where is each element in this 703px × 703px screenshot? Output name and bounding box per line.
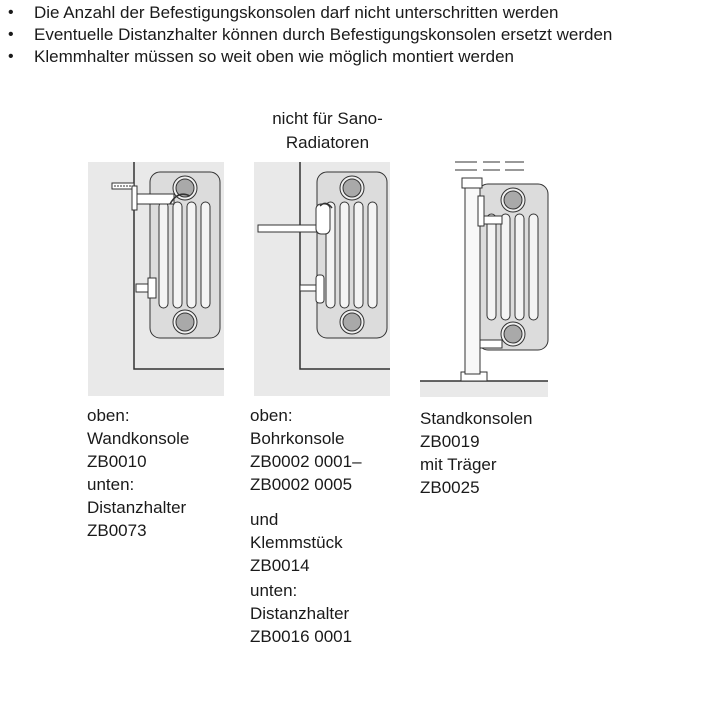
caption-bottom-name: Distanzhalter [87,498,187,517]
caption-top-name: Bohrkonsole [250,429,345,448]
caption-and-name: Klemmstück [250,533,343,552]
floor-background [420,381,548,397]
caption-bottom-code: ZB0073 [87,521,147,540]
sano-note-line2: Radiatoren [285,133,370,152]
caption-top-code: ZB0002 0005 [250,475,353,494]
drill-bracket-figure [254,162,390,396]
caption-top-label: oben: [250,406,293,425]
bullet-icon: • [8,26,14,43]
wall-bracket-figure [88,162,224,396]
caption-top-code: ZB0002 0001– [250,452,362,471]
instruction-text: Die Anzahl der Befestigungskonsolen darf nicht unterschritten werden [34,3,559,22]
caption-name: Standkonsolen [420,409,533,428]
caption-top-label: oben: [87,406,130,425]
instruction-text: Eventuelle Distanzhalter können durch Befestigungskonsolen ersetzt werden [34,25,613,44]
caption-top-name: Wandkonsole [87,429,190,448]
caption-bottom-name: Distanzhalter [250,604,350,623]
radiator-icon [317,172,387,338]
radiator-icon [478,184,548,350]
bullet-icon: • [8,48,14,65]
sano-note-line1: nicht für Sano- [272,109,383,128]
caption-with-code: ZB0025 [420,478,480,497]
caption-code: ZB0019 [420,432,480,451]
caption-top-code: ZB0010 [87,452,147,471]
caption-bottom-label: unten: [87,475,135,494]
caption-bottom-label: unten: [250,581,298,600]
wall-bracket-caption [87,404,189,542]
drill-bracket-caption [250,404,362,648]
caption-bottom-code: ZB0016 0001 [250,627,353,646]
caption-with-label: mit Träger [420,455,497,474]
floor-stand-figure [420,162,548,397]
instruction-text: Klemmhalter müssen so weit oben wie möglich montiert werden [34,47,514,66]
floor-stand-caption [420,407,532,499]
caption-and-label: und [250,510,279,529]
bullet-icon: • [8,4,14,21]
caption-and-code: ZB0014 [250,556,310,575]
